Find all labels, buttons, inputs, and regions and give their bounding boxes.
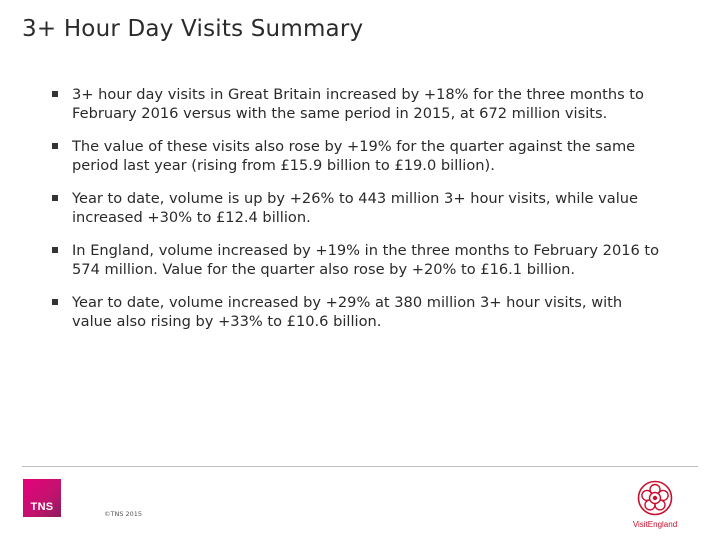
bullet-square-icon: [52, 247, 58, 253]
tns-logo-text: TNS: [30, 501, 54, 513]
visitengland-logo-text: VisitEngland: [632, 520, 678, 529]
bullet-item: [52, 138, 662, 175]
bullet-item: [52, 242, 662, 279]
bullet-text: 3+ hour day visits in Great Britain increased by +18% for the three months to February 2016 versus with the same period in 2015, at 672 million visits.: [72, 86, 644, 122]
tns-logo: [23, 479, 61, 517]
bullet-square-icon: [52, 91, 58, 97]
bullet-item: [52, 86, 662, 123]
bullet-square-icon: [52, 299, 58, 305]
bullet-square-icon: [52, 143, 58, 149]
bullet-text: The value of these visits also rose by +19% for the quarter against the same period last year (rising from £15.9 billion to £19.0 billion).: [72, 138, 636, 174]
bullet-text: Year to date, volume is up by +26% to 443 million 3+ hour visits, while value increased +30% to £12.4 billion.: [72, 190, 638, 226]
bullet-item: [52, 294, 662, 331]
visitengland-logo: [626, 480, 684, 532]
bullet-text: Year to date, volume increased by +29% at 380 million 3+ hour visits, with value also rising by +33% to £10.6 billion.: [72, 294, 623, 330]
bullet-square-icon: [52, 195, 58, 201]
summary-bullet-list: [52, 86, 662, 346]
tudor-rose-icon: [637, 480, 673, 516]
slide-title: 3+ Hour Day Visits Summary: [22, 16, 364, 42]
footer-divider: [22, 466, 698, 467]
bullet-text: In England, volume increased by +19% in the three months to February 2016 to 574 million. Value for the quarter also rose by +20% to £16.1 billion.: [72, 242, 660, 278]
bullet-item: [52, 190, 662, 227]
copyright-text: ©TNS 2015: [104, 510, 143, 518]
